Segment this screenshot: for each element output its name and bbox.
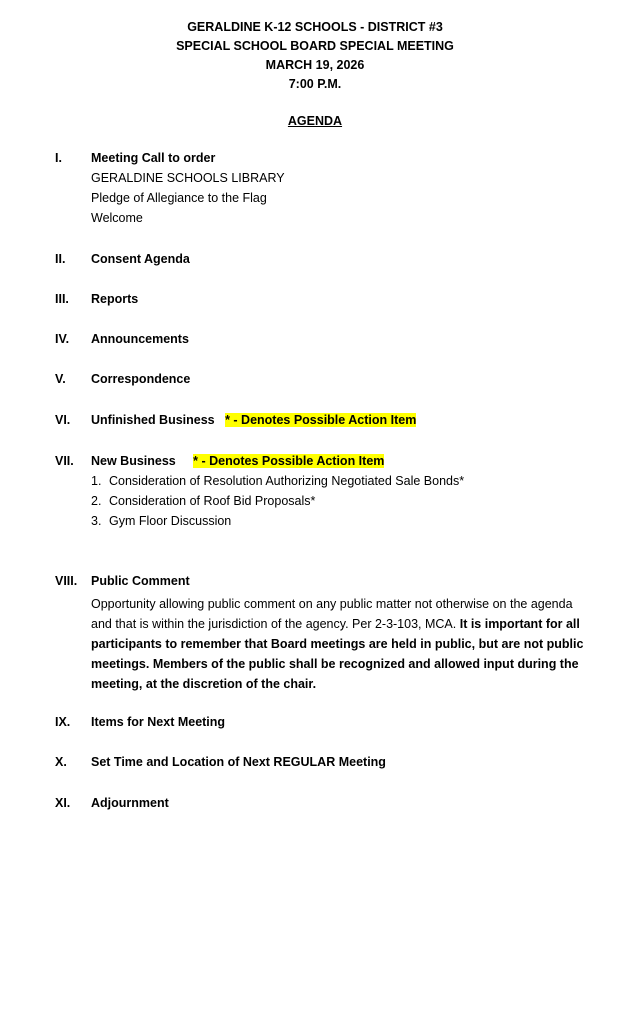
list-text: Gym Floor Discussion bbox=[109, 514, 232, 528]
item-subline: Welcome bbox=[91, 211, 143, 225]
list-item bbox=[91, 493, 315, 509]
list-number: 2. bbox=[91, 494, 102, 508]
item-title: Correspondence bbox=[91, 372, 191, 386]
item-number: VII. bbox=[55, 454, 74, 468]
list-text: Consideration of Roof Bid Proposals* bbox=[109, 494, 316, 508]
list-item bbox=[91, 513, 231, 529]
list-item bbox=[91, 473, 464, 489]
agenda-heading bbox=[0, 113, 622, 129]
item-number: VI. bbox=[55, 413, 71, 427]
item-number: I. bbox=[55, 151, 62, 165]
item-number: XI. bbox=[55, 796, 71, 810]
meeting-title: SPECIAL SCHOOL BOARD SPECIAL MEETING bbox=[176, 39, 454, 53]
item-number: VIII. bbox=[55, 574, 78, 588]
meeting-date: MARCH 19, 2026 bbox=[265, 58, 365, 72]
item-subline: Pledge of Allegiance to the Flag bbox=[91, 191, 267, 205]
item-number: II. bbox=[55, 252, 66, 266]
meeting-time: 7:00 P.M. bbox=[288, 77, 342, 91]
item-title: Meeting Call to order bbox=[91, 151, 216, 165]
paragraph-bold-text: It is important for all participants to remember that Board meetings are held in public, but are not public meetings. Members of the public shall be recognized and allowed input during the meeting, at the discretion of the chair. bbox=[91, 617, 584, 691]
item-title bbox=[91, 453, 384, 469]
item-title: Adjournment bbox=[91, 796, 169, 810]
item-number: X. bbox=[55, 755, 67, 769]
action-item-note: * - Denotes Possible Action Item bbox=[193, 454, 385, 468]
item-title: Consent Agenda bbox=[91, 252, 190, 266]
item-title: Set Time and Location of Next REGULAR Meeting bbox=[91, 755, 386, 769]
paragraph-text: Opportunity allowing public comment on any public matter not otherwise on the agenda and that is within the jurisdiction of the agency. Per 2-3-103, MCA. bbox=[91, 597, 573, 631]
item-number: III. bbox=[55, 292, 69, 306]
item-title: Reports bbox=[91, 292, 139, 306]
item-number: V. bbox=[55, 372, 66, 386]
agenda-heading-text: AGENDA bbox=[287, 114, 343, 128]
item-title: Items for Next Meeting bbox=[91, 715, 226, 729]
public-comment-paragraph bbox=[91, 594, 591, 694]
list-number: 3. bbox=[91, 514, 102, 528]
item-number: IV. bbox=[55, 332, 70, 346]
list-number: 1. bbox=[91, 474, 102, 488]
item-number: IX. bbox=[55, 715, 71, 729]
item-title-text: New Business bbox=[91, 454, 176, 468]
item-title-text: Unfinished Business bbox=[91, 413, 215, 427]
district-title: GERALDINE K-12 SCHOOLS - DISTRICT #3 bbox=[187, 20, 443, 34]
item-title bbox=[91, 412, 416, 428]
list-text: Consideration of Resolution Authorizing Negotiated Sale Bonds* bbox=[109, 474, 465, 488]
item-subline: GERALDINE SCHOOLS LIBRARY bbox=[91, 171, 285, 185]
action-item-note: * - Denotes Possible Action Item bbox=[225, 413, 417, 427]
item-title: Announcements bbox=[91, 332, 189, 346]
item-title: Public Comment bbox=[91, 574, 190, 588]
